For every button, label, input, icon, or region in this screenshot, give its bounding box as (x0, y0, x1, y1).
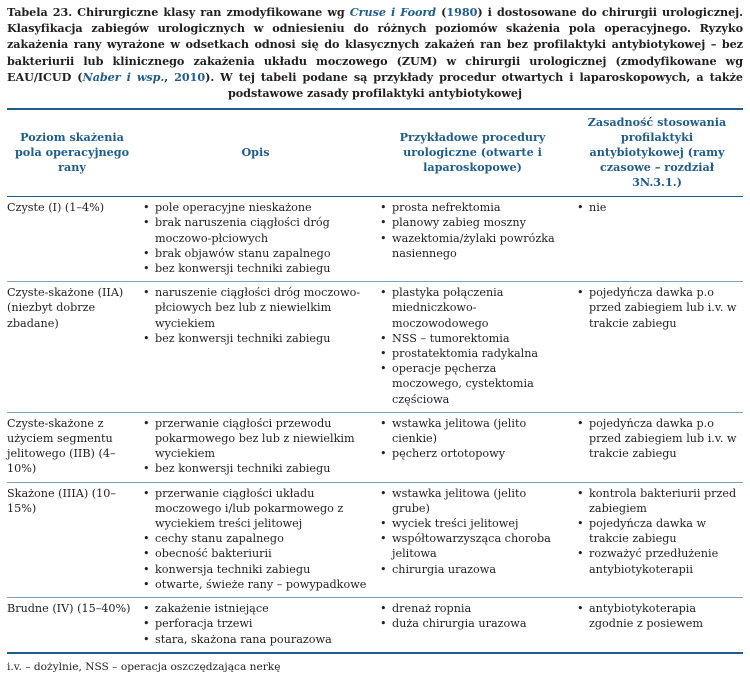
list-item-text: pojedyńcza dawka p.o przed zabiegiem lub i.v. w trakcie zabiegu (589, 416, 737, 461)
description-list (141, 486, 370, 592)
description-list (141, 601, 370, 647)
list-item (141, 416, 370, 462)
list-item-text: drenaż ropnia (392, 602, 472, 616)
list-item-text: rozważyć przedłużenie antybiotykoterapii (589, 547, 719, 576)
bullet-icon: • (380, 617, 387, 631)
list-item-text: NSS – tumorektomia (392, 331, 510, 345)
list-item (141, 486, 370, 532)
cell-description (137, 482, 374, 597)
bullet-icon: • (380, 216, 387, 230)
citation-cruse-foord[interactable]: Cruse i Foord (349, 5, 437, 19)
list-item-text: bez konwersji techniki zabiegu (155, 262, 331, 276)
bullet-icon: • (577, 486, 584, 500)
bullet-icon: • (380, 532, 387, 546)
header-description: Opis (241, 145, 270, 160)
bullet-icon: • (143, 602, 150, 616)
caption-text: Tabela 23. Chirurgiczne klasy ran zmodyfikowane wg (7, 5, 350, 19)
bullet-icon: • (143, 462, 150, 476)
list-item (141, 601, 370, 616)
list-item-text: naruszenie ciągłości dróg moczowo-płciowych bez lub z niewielkim wyciekiem (155, 286, 361, 330)
list-item (378, 486, 567, 516)
list-item-text: antybiotykoterapia zgodnie z posiewem (589, 602, 704, 631)
citation-year-2010[interactable]: 2010 (174, 69, 206, 84)
table-header-row (7, 109, 743, 197)
cell-procedures (374, 482, 571, 597)
list-item (141, 461, 370, 476)
list-item-text: brak naruszenia ciągłości dróg moczowo-płciowych (155, 216, 330, 245)
citation-naber[interactable]: Naber i wsp. (82, 69, 165, 84)
cell-prophylaxis (571, 197, 743, 282)
table-row (7, 482, 743, 597)
caption-text: ) i dostosowane do chirurgii urologicznej. Klasyfikacja zabiegów urologicznych w odniesieniu do różnych poziomów skażenia pola operacyjnego. Ryzyko zakażenia rany wyrażone w odsetkach odnosi się do klasycznych zakażeń ran bez profilaktyki antybiotykowej – bez bakteriurii lub klinicznego zakażenia układu moczowego (ZUM) w chirurgii urologicznej (zmodyfikowane wg EAU/ICUD ( (7, 5, 744, 84)
list-item (141, 261, 370, 276)
prophylaxis-list (575, 601, 739, 631)
header-level: Poziom skażenia pola operacyjnego rany (14, 130, 130, 175)
table-footnote: i.v. – dożylnie, NSS – operacja oszczędzająca nerkę (7, 660, 281, 673)
table-row (7, 598, 743, 653)
cell-contamination-level: Czyste-skażone z użyciem segmentu jelitowego (IIB) (4–10%) (7, 416, 116, 476)
bullet-icon: • (380, 347, 387, 361)
list-item-text: operacje pęcherza moczowego, cystektomia częściowa (392, 362, 534, 406)
list-item-text: przerwanie ciągłości przewodu pokarmowego bez lub z niewielkim wyciekiem (155, 416, 355, 461)
bullet-icon: • (380, 231, 387, 245)
prophylaxis-list (575, 486, 739, 577)
cell-description (137, 598, 374, 653)
bullet-icon: • (577, 547, 584, 561)
procedures-list (378, 486, 567, 577)
list-item-text: brak objawów stanu zapalnego (155, 246, 331, 260)
list-item (575, 285, 739, 331)
bullet-icon: • (143, 201, 150, 215)
list-item (575, 546, 739, 576)
procedures-list (378, 416, 567, 462)
bullet-icon: • (143, 216, 150, 230)
list-item (378, 331, 567, 346)
list-item-text: prostatektomia radykalna (392, 347, 539, 361)
list-item (378, 616, 567, 631)
bullet-icon: • (380, 362, 387, 376)
procedures-list (378, 601, 567, 631)
list-item-text: prosta nefrektomia (392, 201, 501, 215)
citation-year-1980[interactable]: 1980 (446, 5, 478, 19)
list-item-text: plastyka połączenia miedniczkowo-moczowodowego (392, 286, 504, 330)
list-item (141, 285, 370, 331)
bullet-icon: • (143, 632, 150, 646)
bullet-icon: • (380, 201, 387, 215)
list-item (141, 246, 370, 261)
description-list (141, 200, 370, 276)
list-item (378, 361, 567, 407)
table-caption (7, 4, 743, 101)
cell-prophylaxis (571, 482, 743, 597)
bullet-icon: • (143, 577, 150, 591)
list-item-text: kontrola bakteriurii przed zabiegiem (589, 486, 737, 515)
list-item-text: perforacja trzewi (155, 617, 253, 631)
list-item-text: stara, skażona rana pourazowa (155, 632, 332, 646)
list-item (141, 531, 370, 546)
description-list (141, 416, 370, 477)
cell-description (137, 197, 374, 282)
bullet-icon: • (143, 532, 150, 546)
list-item (575, 601, 739, 631)
bullet-icon: • (143, 562, 150, 576)
bullet-icon: • (577, 602, 584, 616)
bullet-icon: • (380, 286, 387, 300)
list-item (575, 200, 739, 215)
table-row (7, 412, 743, 482)
bullet-icon: • (143, 486, 150, 500)
list-item-text: współtowarzysząca choroba jelitowa (392, 532, 551, 561)
list-item (141, 546, 370, 561)
list-item (575, 416, 739, 462)
cell-procedures (374, 412, 571, 482)
cell-procedures (374, 282, 571, 413)
list-item (575, 486, 739, 516)
list-item (141, 562, 370, 577)
bullet-icon: • (380, 486, 387, 500)
list-item (378, 231, 567, 261)
header-procedures: Przykładowe procedury urologiczne (otwarte i laparoskopowe) (399, 130, 546, 175)
list-item-text: wyciek treści jelitowej (392, 517, 519, 531)
list-item-text: pole operacyjne nieskażone (155, 201, 312, 215)
list-item-text: nie (589, 201, 607, 215)
list-item-text: cechy stanu zapalnego (155, 532, 284, 546)
prophylaxis-list (575, 285, 739, 331)
list-item (378, 285, 567, 331)
list-item (141, 331, 370, 346)
table-row (7, 197, 743, 282)
bullet-icon: • (577, 201, 584, 215)
list-item-text: wstawka jelitowa (jelito cienkie) (392, 416, 527, 446)
list-item-text: obecność bakteriurii (155, 547, 272, 561)
list-item-text: wazektomia/żylaki powrózka nasiennego (392, 231, 555, 260)
cell-prophylaxis (571, 412, 743, 482)
prophylaxis-list (575, 416, 739, 462)
bullet-icon: • (143, 286, 150, 300)
bullet-icon: • (380, 447, 387, 461)
caption-text: ( (436, 5, 447, 19)
list-item (141, 632, 370, 647)
cell-prophylaxis (571, 598, 743, 653)
header-prophylaxis: Zasadność stosowania profilaktyki antybiotykowej (ramy czasowe – rozdział 3N.3.1.) (587, 115, 727, 190)
list-item (378, 200, 567, 215)
list-item-text: wstawka jelitowa (jelito grube) (392, 486, 527, 515)
bullet-icon: • (577, 517, 584, 531)
list-item (141, 616, 370, 631)
list-item (575, 516, 739, 546)
document (7, 0, 743, 673)
cell-contamination-level: Czyste-skażone (IIA) (niezbyt dobrze zbadane) (7, 286, 124, 330)
list-item-text: konwersja techniki zabiegu (155, 562, 311, 576)
bullet-icon: • (380, 602, 387, 616)
procedures-list (378, 285, 567, 407)
caption-text: , (164, 69, 175, 84)
bullet-icon: • (380, 416, 387, 430)
bullet-icon: • (380, 517, 387, 531)
prophylaxis-list (575, 200, 739, 215)
list-item (378, 516, 567, 531)
bullet-icon: • (143, 547, 150, 561)
list-item-text: pojedyńcza dawka w trakcie zabiegu (589, 517, 707, 546)
list-item-text: planowy zabieg moszny (392, 216, 526, 230)
cell-contamination-level: Brudne (IV) (15–40%) (7, 602, 131, 616)
bullet-icon: • (380, 562, 387, 576)
bullet-icon: • (577, 416, 584, 430)
list-item-text: pęcherz ortotopowy (392, 447, 506, 461)
list-item-text: pojedyńcza dawka p.o przed zabiegiem lub i.v. w trakcie zabiegu (589, 286, 737, 330)
description-list (141, 285, 370, 346)
list-item-text: bez konwersji techniki zabiegu (155, 331, 331, 345)
cell-prophylaxis (571, 282, 743, 413)
bullet-icon: • (143, 416, 150, 430)
list-item-text: otwarte, świeże rany – powypadkowe (155, 577, 367, 591)
bullet-icon: • (577, 286, 584, 300)
list-item (141, 577, 370, 592)
bullet-icon: • (143, 617, 150, 631)
list-item-text: zakażenie istniejące (155, 602, 269, 616)
list-item (378, 416, 567, 446)
cell-contamination-level: Skażone (IIIA) (10–15%) (7, 486, 116, 515)
list-item (141, 215, 370, 245)
list-item-text: duża chirurgia urazowa (392, 617, 527, 631)
list-item (378, 562, 567, 577)
list-item (378, 601, 567, 616)
cell-contamination-level: Czyste (I) (1–4%) (7, 201, 105, 215)
table-row (7, 282, 743, 413)
list-item-text: przerwanie ciągłości układu moczowego i/lub pokarmowego z wyciekiem treści jelitowej (155, 486, 344, 531)
list-item (141, 200, 370, 215)
list-item (378, 446, 567, 461)
list-item (378, 531, 567, 561)
list-item (378, 215, 567, 230)
caption-text: ). W tej tabeli podane są przykłady procedur otwartych i laparoskopowych, a także podstawowe zasady profilaktyki antybiotykowej (205, 69, 743, 101)
bullet-icon: • (143, 246, 150, 260)
cell-description (137, 282, 374, 413)
cell-description (137, 412, 374, 482)
bullet-icon: • (143, 331, 150, 345)
bullet-icon: • (380, 331, 387, 345)
list-item (378, 346, 567, 361)
bullet-icon: • (143, 262, 150, 276)
cell-procedures (374, 598, 571, 653)
cell-procedures (374, 197, 571, 282)
wound-classification-table (7, 108, 743, 653)
list-item-text: chirurgia urazowa (392, 562, 497, 576)
procedures-list (378, 200, 567, 261)
list-item-text: bez konwersji techniki zabiegu (155, 462, 331, 476)
